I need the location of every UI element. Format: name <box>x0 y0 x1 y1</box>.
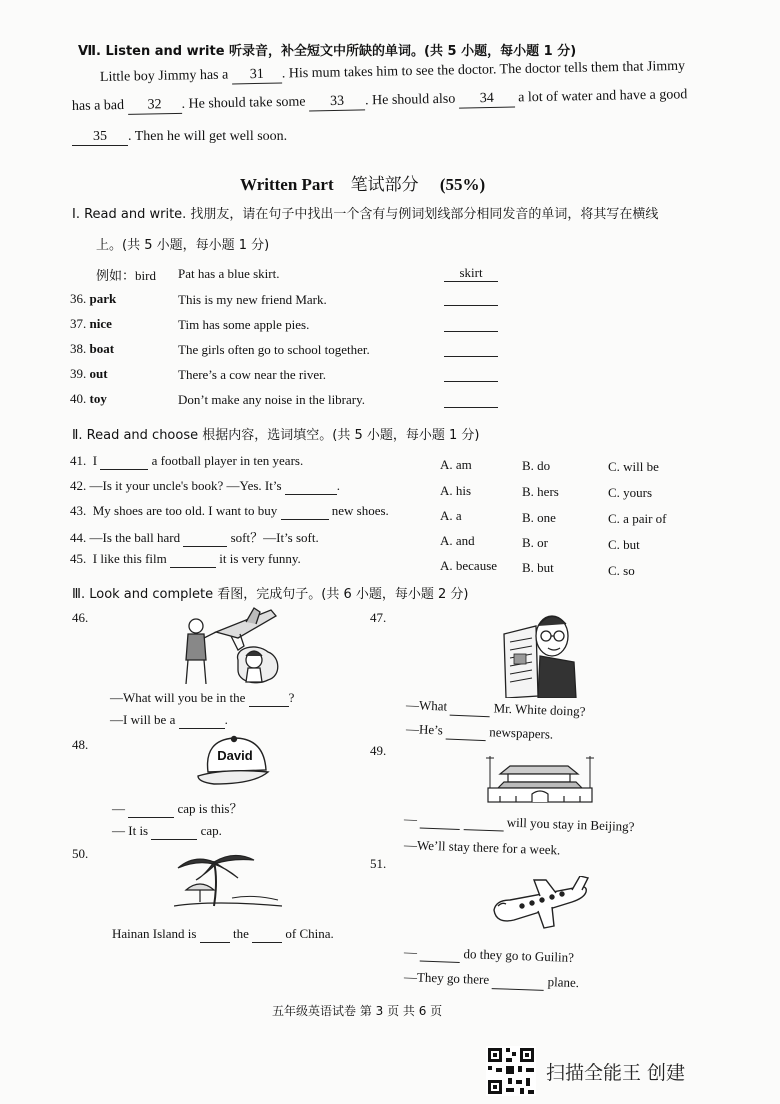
sentence-39: There’s a cow near the river. <box>178 367 326 382</box>
blank-32[interactable]: 32 <box>127 97 181 115</box>
section1-heading-line1: Ⅰ. Read and write. 找朋友，请在句子中找出一个含有与例词划线部分相同发音的单词，将其写在横线 <box>72 207 659 222</box>
answer-line-38[interactable] <box>444 356 498 357</box>
blank-34[interactable]: 34 <box>459 91 515 109</box>
item-40: 40. toy <box>70 391 107 406</box>
item-37: 37. nice <box>70 316 112 331</box>
option-44-c[interactable]: C. but <box>608 537 640 552</box>
q51-line2: —They go there plane. <box>403 969 580 991</box>
blank-33[interactable]: 33 <box>309 93 365 111</box>
cap-illustration <box>194 732 272 788</box>
blank-31[interactable]: 31 <box>232 67 282 85</box>
airplane-illustration <box>488 876 592 930</box>
watermark-text: 扫描全能王 创建 <box>546 1062 686 1084</box>
q46-line2: —I will be a . <box>110 712 228 727</box>
blank-50-2[interactable] <box>252 926 282 943</box>
item-38: 38. boat <box>70 341 115 356</box>
page-footer: 五年级英语试卷 第 3 页 共 6 页 <box>272 1004 443 1018</box>
answer-line-39[interactable] <box>444 381 498 382</box>
option-42-b[interactable]: B. hers <box>522 484 559 499</box>
section1-heading-line2: 上。(共 5 小题，每小题 1 分) <box>96 238 270 253</box>
q46-line1: —What will you be in the ? <box>110 690 295 705</box>
blank-50-1[interactable] <box>200 926 230 943</box>
q47-line1: —What Mr. White doing? <box>405 697 586 719</box>
item-36: 36. park <box>70 291 117 306</box>
option-45-c[interactable]: C. so <box>608 563 635 578</box>
blank-44[interactable] <box>183 530 227 547</box>
question-43: 43. My shoes are too old. I want to buy new shoes. <box>70 503 389 518</box>
sentence-37: Tim has some apple pies. <box>178 317 310 332</box>
q49-number: 49. <box>370 743 387 758</box>
blank-45[interactable] <box>170 551 216 568</box>
q47-line2: —He’s newspapers. <box>405 721 554 742</box>
q48-number: 48. <box>72 737 89 752</box>
section7-line1: Little boy Jimmy has a 31 . His mum takes him to see the doctor. The doctor tells them that Jimmy <box>99 58 686 85</box>
option-41-b[interactable]: B. do <box>522 458 551 473</box>
example-answer: skirt <box>444 265 498 282</box>
q47-number: 47. <box>370 610 387 625</box>
blank-48-1[interactable] <box>128 801 174 818</box>
pilot-dreaming-illustration <box>176 604 288 686</box>
beach-island-illustration <box>174 850 284 910</box>
section7-line3: 35 . Then he will get well soon. <box>72 129 287 146</box>
blank-41[interactable] <box>100 453 148 470</box>
blank-48-2[interactable] <box>151 823 197 840</box>
option-44-b[interactable]: B. or <box>522 535 548 550</box>
option-43-c[interactable]: C. a pair of <box>608 511 667 526</box>
q49-line2: —We’ll stay there for a week. <box>403 837 561 858</box>
q51-number: 51. <box>370 856 387 871</box>
sentence-36: This is my new friend Mark. <box>178 292 327 307</box>
question-41: 41. I a football player in ten years. <box>70 453 304 468</box>
blank-51-2[interactable] <box>492 972 545 991</box>
question-42: 42. —Is it your uncle's book? —Yes. It’s . <box>70 478 341 493</box>
option-43-b[interactable]: B. one <box>522 510 556 525</box>
q51-line1: — do they go to Guilin? <box>403 944 575 965</box>
section7-heading: Ⅶ. Listen and write 听录音，补全短文中所缺的单词。(共 5 小题，每小题 1 分) <box>78 44 577 59</box>
answer-line-37[interactable] <box>444 331 498 332</box>
man-reading-newspaper-illustration <box>496 606 580 698</box>
option-44-a[interactable]: A. and <box>440 533 475 548</box>
option-45-a[interactable]: A. because <box>440 558 498 573</box>
q48-line1: — cap is this？ <box>112 801 243 816</box>
example-word: 例如：bird <box>96 268 156 284</box>
sentence-38: The girls often go to school together. <box>178 342 370 357</box>
question-44: 44. —Is the ball hard soft？—It’s soft. <box>70 530 319 545</box>
blank-49-2[interactable] <box>463 813 504 831</box>
item-39: 39. out <box>70 366 108 381</box>
blank-46-2[interactable] <box>179 712 225 729</box>
section2-heading: Ⅱ. Read and choose 根据内容，选词填空。(共 5 小题，每小题 1 分) <box>72 428 480 443</box>
q46-number: 46. <box>72 610 89 625</box>
option-45-b[interactable]: B. but <box>522 560 554 575</box>
option-41-c[interactable]: C. will be <box>608 459 659 474</box>
blank-35[interactable]: 35 <box>72 129 128 146</box>
q50-line1: Hainan Island is the of China. <box>112 926 334 941</box>
option-43-a[interactable]: A. a <box>440 508 462 523</box>
blank-43[interactable] <box>281 503 329 520</box>
tiananmen-illustration <box>480 748 598 806</box>
blank-47-1[interactable] <box>450 699 491 718</box>
option-41-a[interactable]: A. am <box>440 457 472 472</box>
q50-number: 50. <box>72 846 89 861</box>
answer-line-40[interactable] <box>444 407 498 408</box>
example-sentence: Pat has a blue skirt. <box>178 266 280 281</box>
q49-line1: — will you stay in Beijing? <box>403 811 635 835</box>
section3-heading: Ⅲ. Look and complete 看图，完成句子。(共 6 小题，每小题 2 分) <box>72 587 469 602</box>
question-45: 45. I like this film it is very funny. <box>70 551 301 566</box>
blank-42[interactable] <box>285 478 337 495</box>
sentence-40: Don’t make any noise in the library. <box>178 392 366 407</box>
qr-code-icon <box>486 1046 536 1096</box>
cap-label: David <box>217 748 253 763</box>
section7-line2: has a bad 32 . He should take some 33 . He should also 34 a lot of water and have a good <box>71 87 688 114</box>
answer-line-36[interactable] <box>444 305 498 306</box>
blank-47-2[interactable] <box>446 723 487 742</box>
option-42-c[interactable]: C. yours <box>608 485 653 500</box>
written-part-title: Written Part 笔试部分 (55%) <box>240 175 486 195</box>
q48-line2: — It is cap. <box>112 823 222 838</box>
blank-51-1[interactable] <box>420 945 461 963</box>
option-42-a[interactable]: A. his <box>440 483 472 498</box>
blank-49-1[interactable] <box>420 812 461 830</box>
blank-46-1[interactable] <box>249 690 289 707</box>
